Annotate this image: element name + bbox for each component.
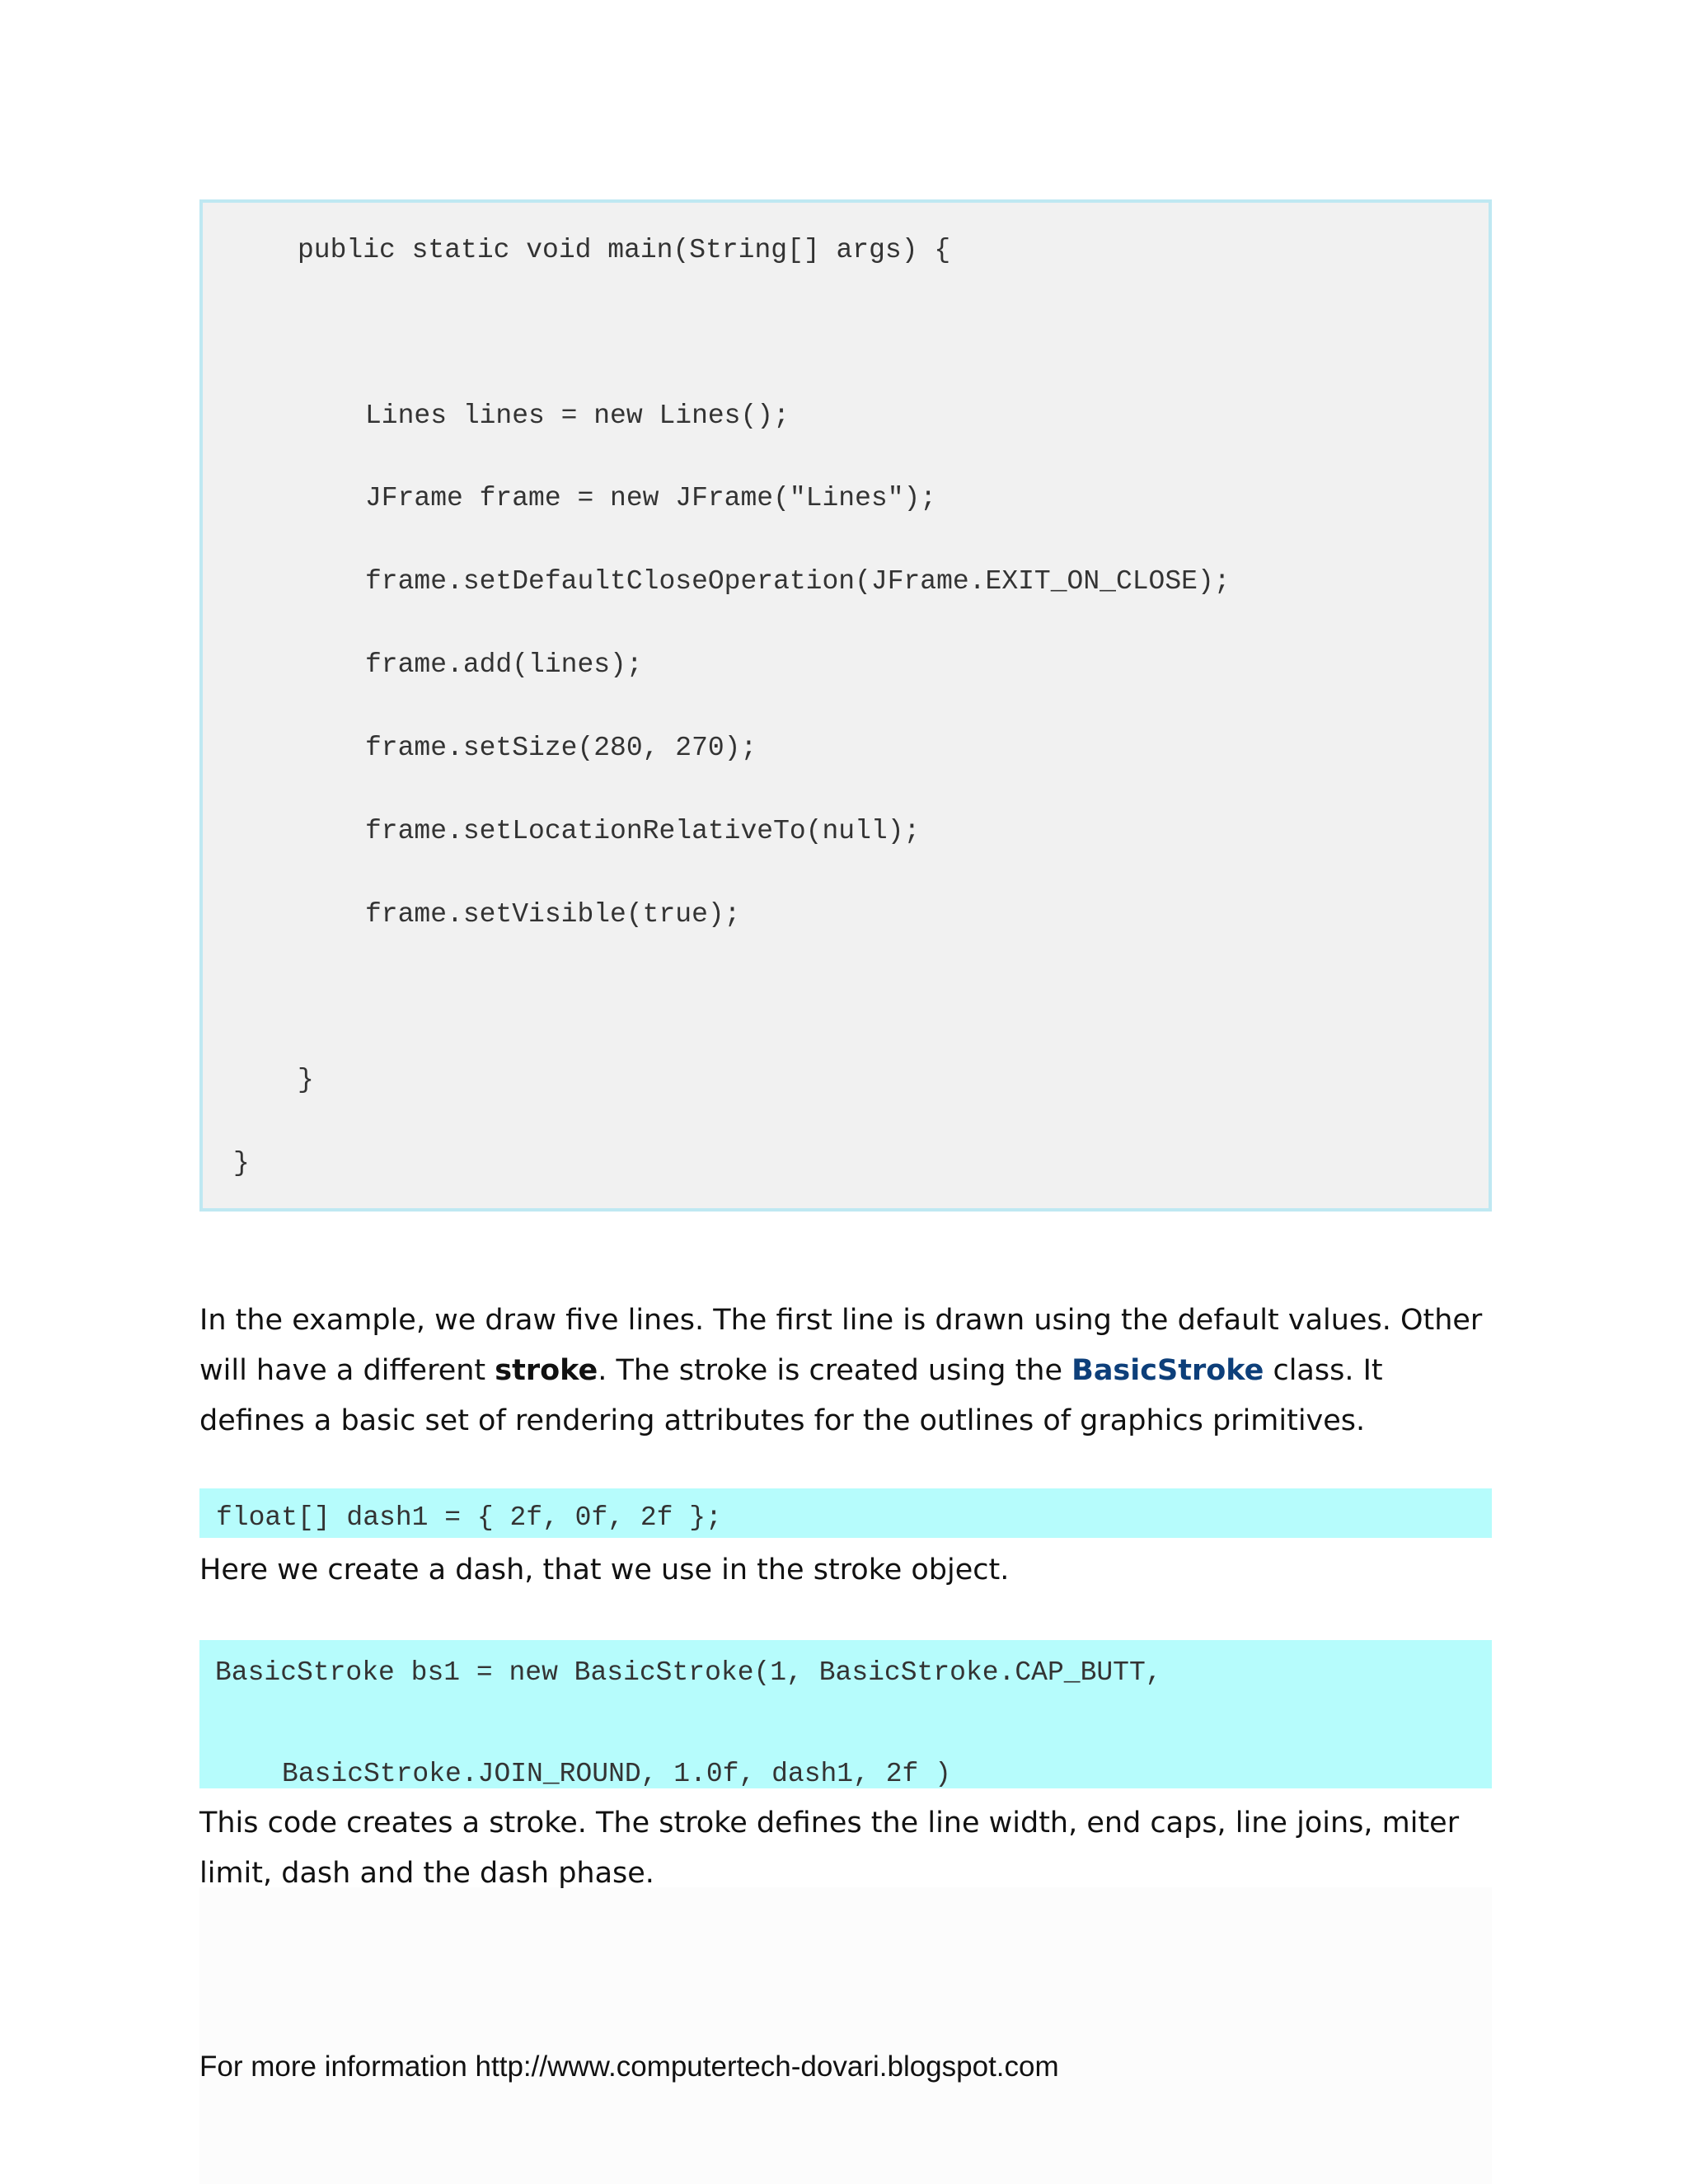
code-line: frame.setSize(280, 270); [365, 733, 757, 763]
page-footer: For more information http://www.computertech-dovari.blogspot.com [199, 2050, 1059, 2083]
code-line: frame.setLocationRelativeTo(null); [365, 816, 921, 846]
code-line: Lines lines = new Lines(); [365, 401, 790, 431]
code-line: } [233, 1148, 250, 1179]
code-line: frame.setDefaultCloseOperation(JFrame.EXIT_ON_CLOSE); [365, 566, 1231, 597]
bold-term-stroke: stroke [495, 1354, 598, 1387]
class-name-highlight: BasicStroke [1071, 1354, 1264, 1387]
code-snippet-dash [199, 1488, 1492, 1538]
code-snippet-basicstroke [199, 1640, 1492, 1788]
paragraph-dash-explanation: Here we create a dash, that we use in the stroke object. [199, 1554, 1010, 1586]
code-line: frame.setVisible(true); [365, 899, 741, 930]
code-line: JFrame frame = new JFrame("Lines"); [365, 483, 937, 513]
code-line: public static void main(String[] args) { [298, 235, 951, 265]
paragraph-stroke-explanation: In the example, we draw five lines. The first line is drawn using the default values. Other will have a different stroke. The stroke is created using the BasicStroke class. It defines a basic set of rendering attributes for the outlines of graphics primitives. [199, 1304, 1483, 1437]
code-panel [199, 199, 1492, 1212]
code-line: BasicStroke bs1 = new BasicStroke(1, BasicStroke.CAP_BUTT, [215, 1657, 1162, 1688]
code-line: float[] dash1 = { 2f, 0f, 2f }; [216, 1502, 722, 1533]
code-line: } [298, 1065, 314, 1095]
page-footer-shade [199, 1887, 1492, 2184]
code-line: BasicStroke.JOIN_ROUND, 1.0f, dash1, 2f ) [282, 1759, 951, 1788]
paragraph-stroke-definition: This code creates a stroke. The stroke defines the line width, end caps, line joins, miter limit, dash and the dash phase. [199, 1807, 1460, 1890]
code-line: frame.add(lines); [365, 649, 643, 680]
